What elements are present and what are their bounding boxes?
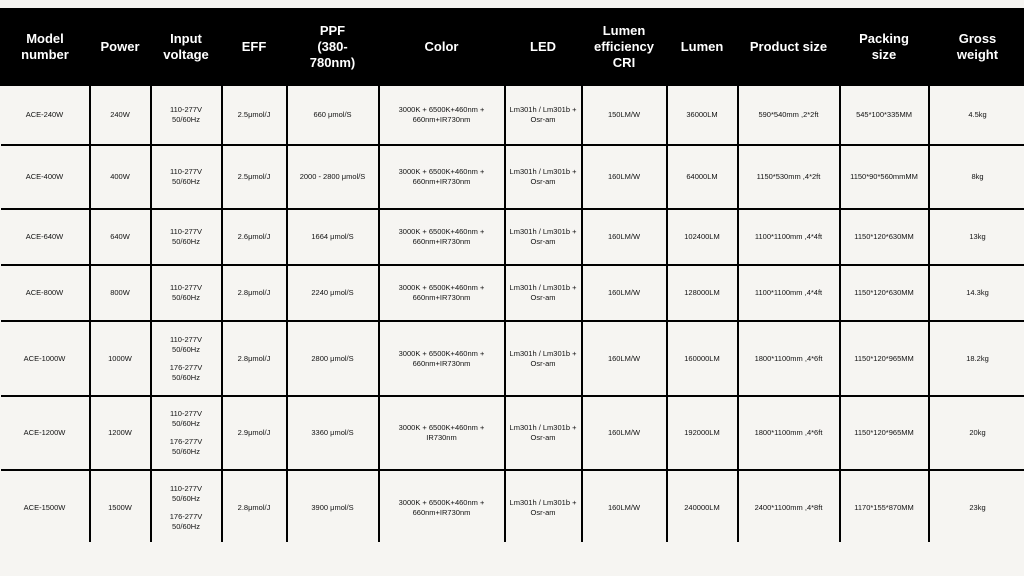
cell-eff: 2.5μmol/J xyxy=(222,145,287,209)
top-margin xyxy=(0,0,1024,8)
header-product-size: Product size xyxy=(738,8,840,86)
header-ppf: PPF (380- 780nm) xyxy=(287,8,379,86)
cell-model-number: ACE-400W xyxy=(1,145,90,209)
cell-gross-weight: 18.2kg xyxy=(929,321,1024,396)
cell-lumen-efficiency: 160LM/W xyxy=(582,321,667,396)
cell-gross-weight: 14.3kg xyxy=(929,265,1024,321)
cell-packing-size: 1150*90*560mmMM xyxy=(840,145,929,209)
cell-packing-size: 1150*120*965MM xyxy=(840,396,929,470)
spec-table xyxy=(0,8,1024,546)
cell-input-voltage: 110-277V 50/60Hz xyxy=(151,265,222,321)
cell-lumen: 36000LM xyxy=(667,86,738,145)
cell-gross-weight: 20kg xyxy=(929,396,1024,470)
cell-packing-size: 545*100*335MM xyxy=(840,86,929,145)
cell-color: 3000K + 6500K+460nm + 660nm+IR730nm xyxy=(379,265,505,321)
cell-power: 640W xyxy=(90,209,151,265)
table-row xyxy=(1,321,1024,396)
cell-power: 1500W xyxy=(90,470,151,545)
cell-product-size: 2400*1100mm ,4*8ft xyxy=(738,470,840,545)
cell-product-size: 1150*530mm ,4*2ft xyxy=(738,145,840,209)
cell-model-number: ACE-1500W xyxy=(1,470,90,545)
header-model-number: Model number xyxy=(1,8,90,86)
cell-ppf: 660 μmol/S xyxy=(287,86,379,145)
cell-lumen: 192000LM xyxy=(667,396,738,470)
cell-eff: 2.9μmol/J xyxy=(222,396,287,470)
cell-lumen-efficiency: 160LM/W xyxy=(582,145,667,209)
header-input-voltage: Input voltage xyxy=(151,8,222,86)
table-row xyxy=(1,209,1024,265)
cell-model-number: ACE-1000W xyxy=(1,321,90,396)
cell-eff: 2.8μmol/J xyxy=(222,321,287,396)
cell-lumen-efficiency: 160LM/W xyxy=(582,396,667,470)
cell-gross-weight: 23kg xyxy=(929,470,1024,545)
header-power: Power xyxy=(90,8,151,86)
cell-model-number: ACE-800W xyxy=(1,265,90,321)
cell-lumen-efficiency: 160LM/W xyxy=(582,209,667,265)
cell-input-voltage: 110-277V 50/60Hz 176-277V 50/60Hz xyxy=(151,396,222,470)
cell-ppf: 3900 μmol/S xyxy=(287,470,379,545)
cell-led: Lm301h / Lm301b + Osr-am xyxy=(505,265,582,321)
cell-product-size: 1100*1100mm ,4*4ft xyxy=(738,209,840,265)
table-row xyxy=(1,265,1024,321)
cell-input-voltage: 110-277V 50/60Hz 176-277V 50/60Hz xyxy=(151,470,222,545)
header-row xyxy=(1,8,1024,86)
cell-gross-weight: 8kg xyxy=(929,145,1024,209)
cell-power: 240W xyxy=(90,86,151,145)
cell-packing-size: 1150*120*630MM xyxy=(840,209,929,265)
cell-power: 800W xyxy=(90,265,151,321)
cell-model-number: ACE-1200W xyxy=(1,396,90,470)
cell-led: Lm301h / Lm301b + Osr-am xyxy=(505,470,582,545)
cell-color: 3000K + 6500K+460nm + 660nm+IR730nm xyxy=(379,321,505,396)
cell-lumen: 160000LM xyxy=(667,321,738,396)
cell-input-voltage: 110-277V 50/60Hz xyxy=(151,209,222,265)
cell-eff: 2.6μmol/J xyxy=(222,209,287,265)
cell-color: 3000K + 6500K+460nm + 660nm+IR730nm xyxy=(379,209,505,265)
header-color: Color xyxy=(379,8,505,86)
cell-gross-weight: 4.5kg xyxy=(929,86,1024,145)
header-gross-weight: Gross weight xyxy=(929,8,1024,86)
cell-ppf: 2800 μmol/S xyxy=(287,321,379,396)
cell-led: Lm301h / Lm301b + Osr-am xyxy=(505,86,582,145)
cell-packing-size: 1170*155*870MM xyxy=(840,470,929,545)
cell-input-voltage: 110-277V 50/60Hz xyxy=(151,86,222,145)
table-row xyxy=(1,470,1024,545)
table-row xyxy=(1,145,1024,209)
cell-product-size: 1800*1100mm ,4*6ft xyxy=(738,396,840,470)
cell-lumen-efficiency: 160LM/W xyxy=(582,470,667,545)
cell-color: 3000K + 6500K+460nm + 660nm+IR730nm xyxy=(379,86,505,145)
cell-led: Lm301h / Lm301b + Osr-am xyxy=(505,209,582,265)
cell-color: 3000K + 6500K+460nm + 660nm+IR730nm xyxy=(379,145,505,209)
table-row xyxy=(1,396,1024,470)
cell-power: 400W xyxy=(90,145,151,209)
cell-lumen: 240000LM xyxy=(667,470,738,545)
cell-led: Lm301h / Lm301b + Osr-am xyxy=(505,145,582,209)
bottom-margin xyxy=(0,542,1024,576)
cell-eff: 2.8μmol/J xyxy=(222,265,287,321)
table-row xyxy=(1,86,1024,145)
cell-led: Lm301h / Lm301b + Osr-am xyxy=(505,321,582,396)
cell-input-voltage: 110-277V 50/60Hz xyxy=(151,145,222,209)
cell-packing-size: 1150*120*630MM xyxy=(840,265,929,321)
cell-product-size: 590*540mm ,2*2ft xyxy=(738,86,840,145)
cell-ppf: 3360 μmol/S xyxy=(287,396,379,470)
cell-lumen-efficiency: 160LM/W xyxy=(582,265,667,321)
cell-power: 1000W xyxy=(90,321,151,396)
table-header xyxy=(1,8,1024,86)
cell-gross-weight: 13kg xyxy=(929,209,1024,265)
cell-lumen-efficiency: 150LM/W xyxy=(582,86,667,145)
cell-ppf: 2240 μmol/S xyxy=(287,265,379,321)
cell-product-size: 1100*1100mm ,4*4ft xyxy=(738,265,840,321)
cell-lumen: 64000LM xyxy=(667,145,738,209)
table-body xyxy=(1,86,1024,545)
cell-eff: 2.8μmol/J xyxy=(222,470,287,545)
cell-color: 3000K + 6500K+460nm + 660nm+IR730nm xyxy=(379,470,505,545)
cell-lumen: 102400LM xyxy=(667,209,738,265)
header-lumen: Lumen xyxy=(667,8,738,86)
header-packing-size: Packing size xyxy=(840,8,929,86)
cell-product-size: 1800*1100mm ,4*6ft xyxy=(738,321,840,396)
cell-ppf: 1664 μmol/S xyxy=(287,209,379,265)
cell-power: 1200W xyxy=(90,396,151,470)
cell-color: 3000K + 6500K+460nm + IR730nm xyxy=(379,396,505,470)
cell-model-number: ACE-640W xyxy=(1,209,90,265)
cell-led: Lm301h / Lm301b + Osr-am xyxy=(505,396,582,470)
cell-lumen: 128000LM xyxy=(667,265,738,321)
cell-ppf: 2000 - 2800 μmol/S xyxy=(287,145,379,209)
header-led: LED xyxy=(505,8,582,86)
cell-model-number: ACE-240W xyxy=(1,86,90,145)
cell-input-voltage: 110-277V 50/60Hz 176-277V 50/60Hz xyxy=(151,321,222,396)
header-lumen-efficiency: Lumen efficiency CRI xyxy=(582,8,667,86)
header-eff: EFF xyxy=(222,8,287,86)
cell-eff: 2.5μmol/J xyxy=(222,86,287,145)
cell-packing-size: 1150*120*965MM xyxy=(840,321,929,396)
